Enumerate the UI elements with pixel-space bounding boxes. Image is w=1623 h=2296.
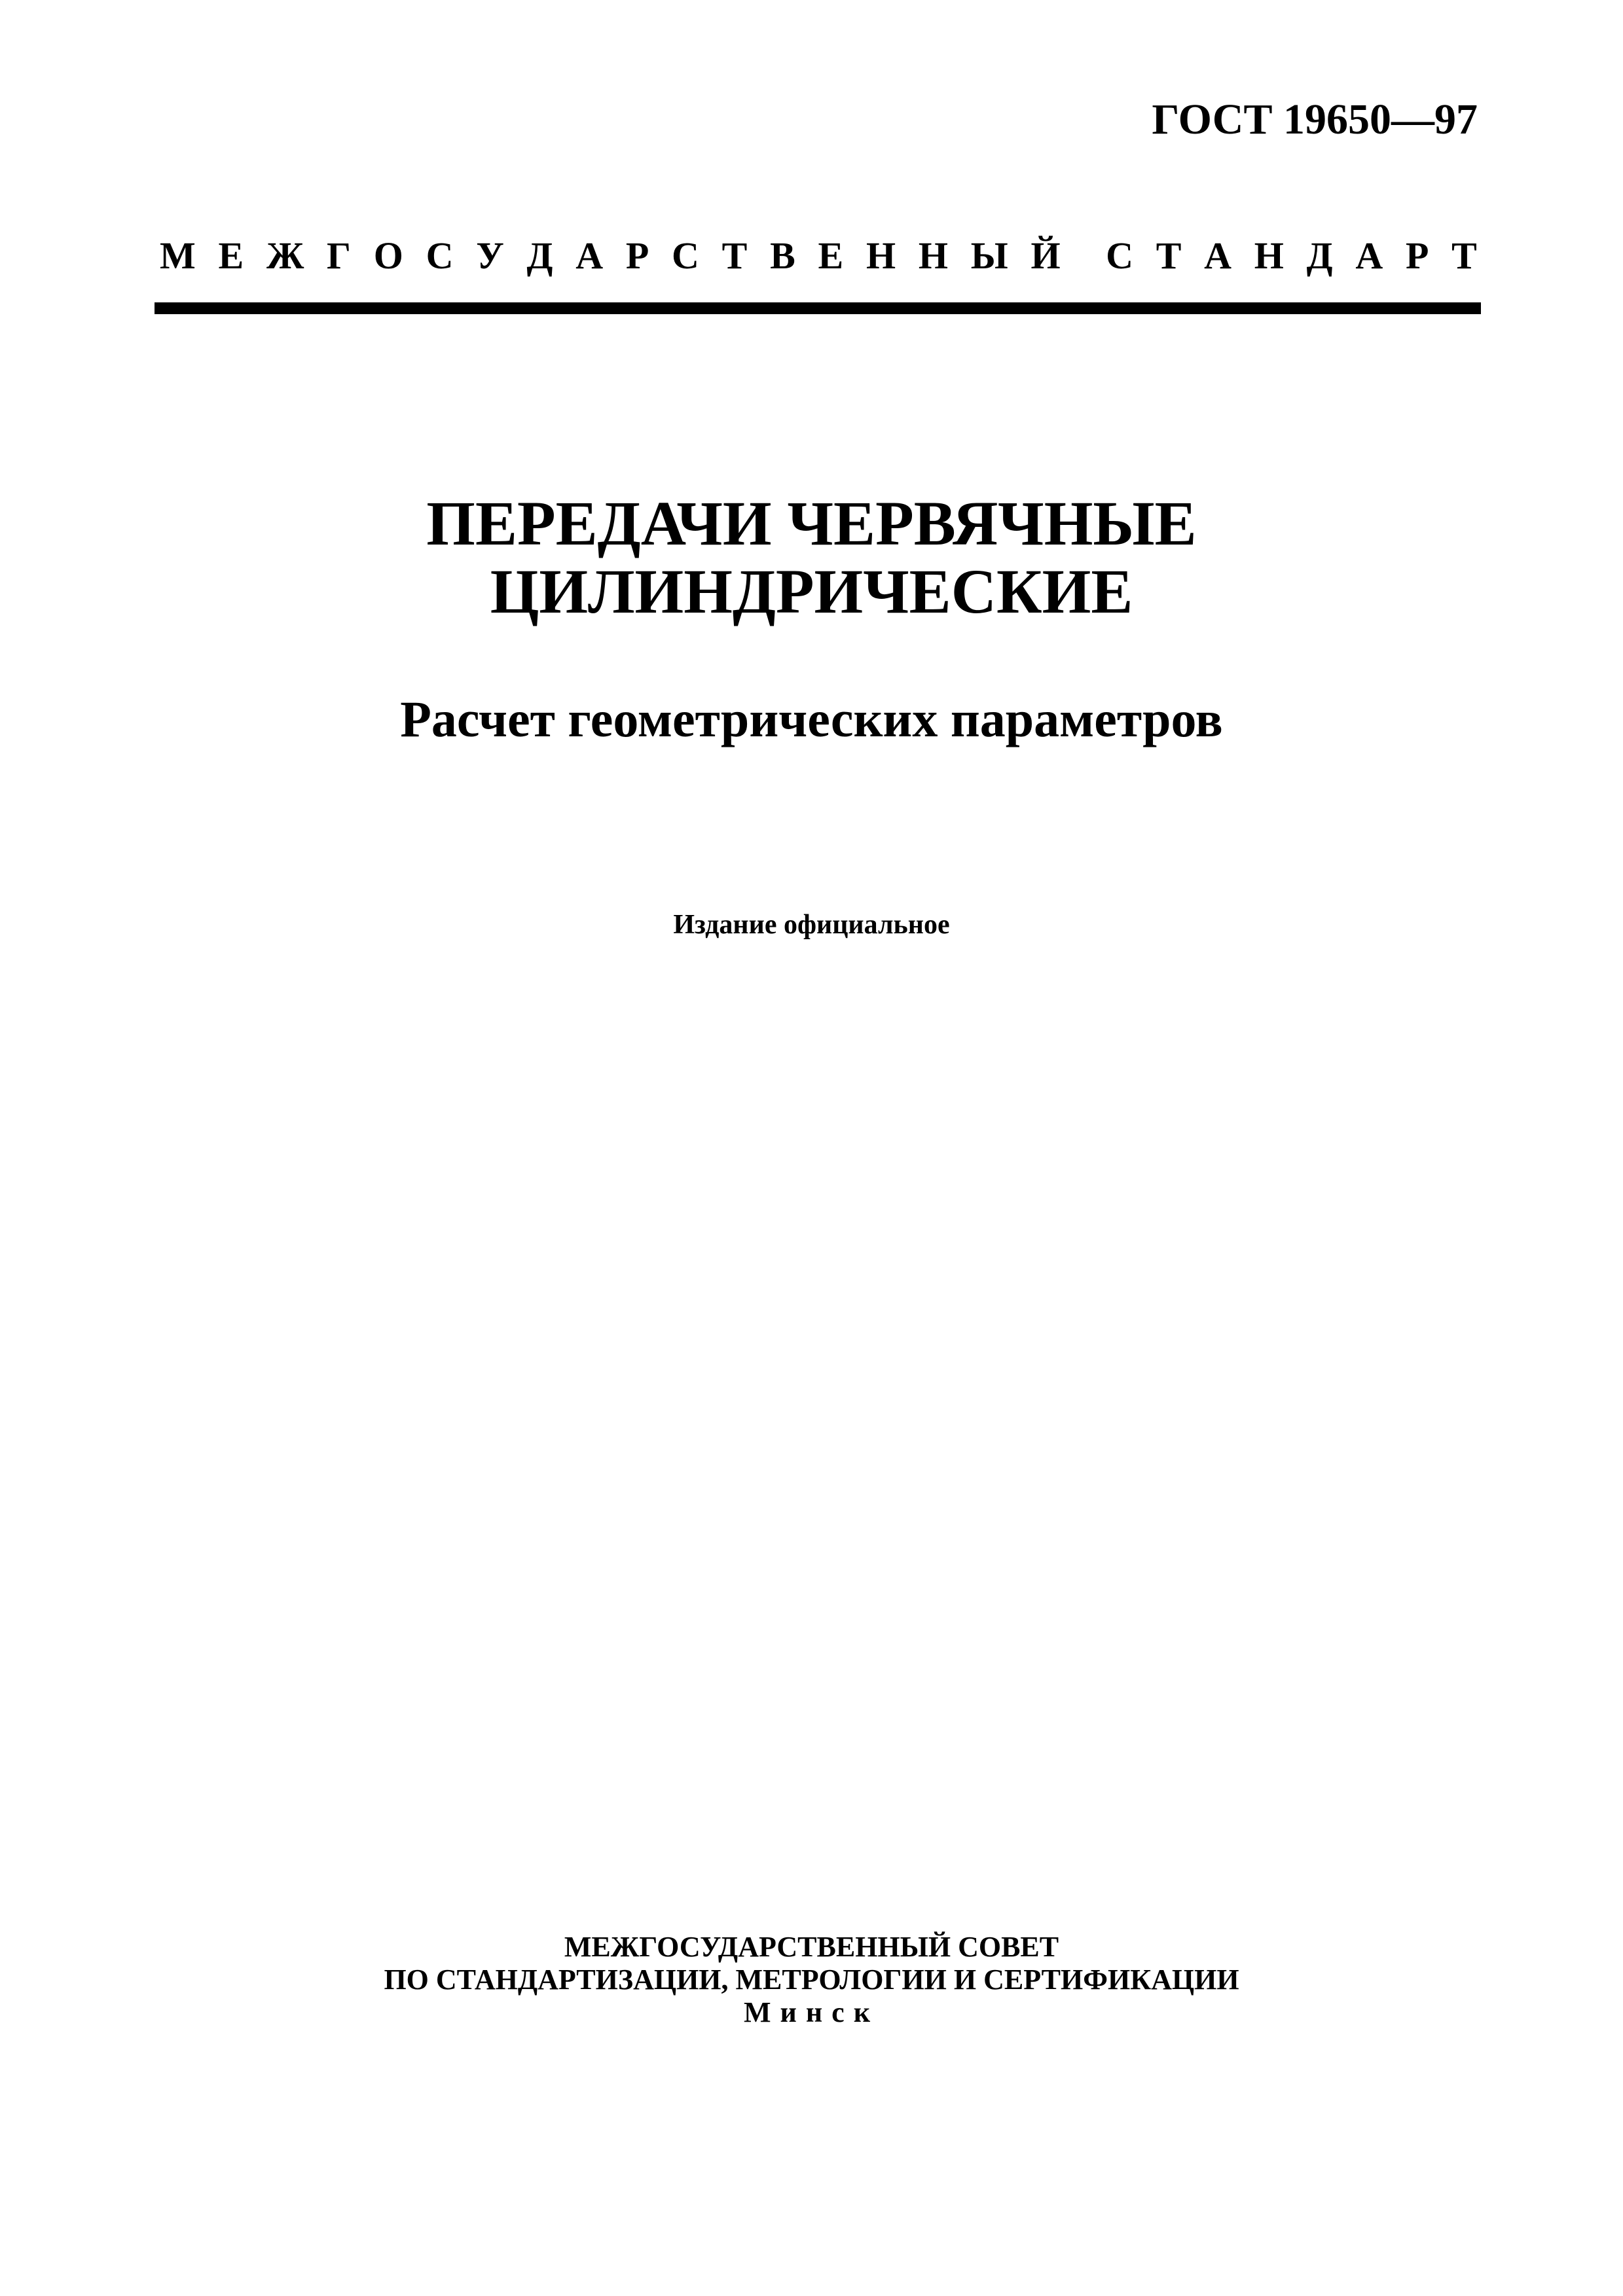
standard-type-letter: Р	[1405, 234, 1429, 277]
standard-type-letter: Й	[1030, 234, 1061, 277]
publisher-line: МЕЖГОСУДАРСТВЕННЫЙ СОВЕТ	[564, 1931, 1059, 1963]
publisher-block	[0, 1931, 1623, 2029]
standard-type-letter: Т	[1156, 234, 1182, 277]
standard-type-letter: Т	[721, 234, 748, 277]
standard-type-letter: Р	[625, 234, 649, 277]
standard-type-letter: Д	[526, 234, 553, 277]
standard-type-letter: С	[672, 234, 699, 277]
standard-type-letter: Д	[1306, 234, 1333, 277]
document-subtitle: Расчет геометрических параметров	[400, 691, 1223, 747]
title-line: ЦИЛИНДРИЧЕСКИЕ	[490, 556, 1133, 626]
title-line: ПЕРЕДАЧИ ЧЕРВЯЧНЫЕ	[426, 488, 1197, 558]
standard-type-letter: С	[426, 234, 454, 277]
standard-type-letter: Е	[818, 234, 844, 277]
standard-type-letter: Е	[218, 234, 244, 277]
standard-type-letter: У	[476, 234, 504, 277]
publisher-line: ПО СТАНДАРТИЗАЦИИ, МЕТРОЛОГИИ И СЕРТИФИКАЦИИ	[384, 1964, 1239, 1996]
standard-type-letter: О	[373, 234, 403, 277]
publisher-city: Минск	[743, 1996, 880, 2028]
standard-type-letter: М	[160, 234, 196, 277]
standard-type-letter: Н	[918, 234, 948, 277]
standard-type-letter: Ж	[266, 234, 304, 277]
edition-note: Издание официальное	[673, 910, 950, 940]
document-number: ГОСТ 19650—97	[1152, 96, 1478, 143]
standard-type-letter: А	[1355, 234, 1383, 277]
standard-type-letter: А	[1204, 234, 1232, 277]
standard-type-letter: Н	[1254, 234, 1284, 277]
standard-type-letter: С	[1106, 234, 1133, 277]
standard-type-letter: Н	[866, 234, 896, 277]
standard-type-letter: В	[770, 234, 795, 277]
standard-type-letter: А	[575, 234, 604, 277]
header-rule	[155, 302, 1481, 314]
document-title	[0, 490, 1623, 626]
standard-type-heading	[160, 234, 1477, 277]
standard-type-letter: Г	[327, 234, 351, 277]
standard-type-letter: Ы	[970, 234, 1008, 277]
standard-type-letter: Т	[1451, 234, 1477, 277]
